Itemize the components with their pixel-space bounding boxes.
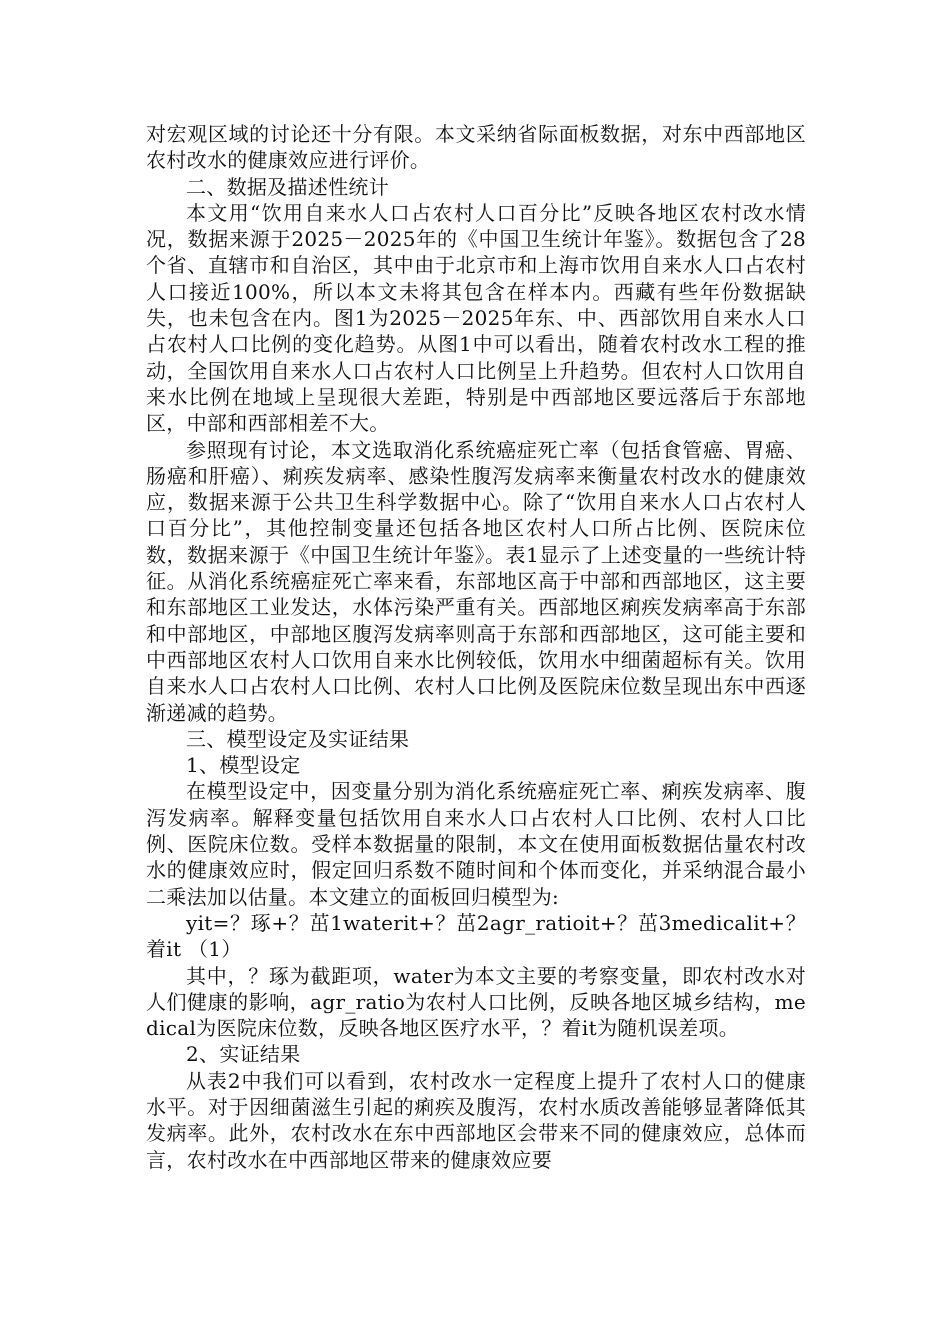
- subheading-results: 2、实证结果: [186, 1042, 301, 1067]
- equation-line: yit=？琢+？茁1waterit+？茁2agr_ratioit+？茁3medicalit+？着it （1）: [146, 910, 806, 962]
- paragraph-equation-terms: 其中，？琢为截距项，water为本文主要的考察变量，即农村改水对人们健康的影响，agr_ratio为农村人口比例，反映各地区城乡结构，medical为医院床位数，反映各地区医疗水平，？着it为随机误差项。: [146, 963, 806, 1041]
- paragraph-data-source: 本文用“饮用自来水人口占农村人口百分比”反映各地区农村改水情况，数据来源于2025－2025年的《中国卫生统计年鉴》。数据包含了28个省、直辖市和自治区，其中由于北京市和上海市饮用自来水人口占农村人口接近100%，所以本文未将其包含在样本内。西藏有些年份数据缺失，也未包含在内。图1为2025－2025年东、中、西部饮用自来水人口占农村人口比例的变化趋势。从图1中可以看出，随着农村改水工程的推动，全国饮用自来水人口占农村人口比例呈上升趋势。但农村人口饮用自来水比例在地域上呈现很大差距，特别是中西部地区要远落后于东部地区，中部和西部相差不大。: [146, 200, 806, 436]
- section-heading-model: 三、模型设定及实证结果: [186, 726, 410, 751]
- paragraph-results: 从表2中我们可以看到，农村改水一定程度上提升了农村人口的健康水平。对于因细菌滋生引起的痢疾及腹泻，农村水质改善能够显著降低其发病率。此外，农村改水在东中西部地区会带来不同的健康效应，总体而言，农村改水在中西部地区带来的健康效应要: [146, 1068, 806, 1172]
- section-heading-data: 二、数据及描述性统计: [186, 174, 389, 199]
- subheading-model-setup: 1、模型设定: [186, 753, 301, 778]
- paragraph-model-description: 在模型设定中，因变量分别为消化系统癌症死亡率、痢疾发病率、腹泻发病率。解释变量包括饮用自来水人口占农村人口比例、农村人口比例、医院床位数。受样本数据量的限制，本文在使用面板数据估量农村改水的健康效应时，假定回归系数不随时间和个体而变化，并采纳混合最小二乘法加以估量。本文建立的面板回归模型为:: [146, 779, 806, 909]
- paragraph-variables: 参照现有讨论，本文选取消化系统癌症死亡率（包括食管癌、胃癌、肠癌和肝癌）、痢疾发病率、感染性腹泻发病率来衡量农村改水的健康效应，数据来源于公共卫生科学数据中心。除了“饮用自来水人口占农村人口百分比”，其他控制变量还包括各地区农村人口所占比例、医院床位数，数据来源于《中国卫生统计年鉴》。表1显示了上述变量的一些统计特征。从消化系统癌症死亡率来看，东部地区高于中部和西部地区，这主要和东部地区工业发达，水体污染严重有关。西部地区痢疾发病率高于东部和中部地区，中部地区腹泻发病率则高于东部和西部地区，这可能主要和中西部地区农村人口饮用自来水比例较低，饮用水中细菌超标有关。饮用自来水人口占农村人口比例、农村人口比例及医院床位数呈现出东中西逐渐递减的趋势。: [146, 437, 806, 725]
- paragraph-intro-continuation: 对宏观区域的讨论还十分有限。本文采纳省际面板数据，对东中西部地区农村改水的健康效应进行评价。: [146, 122, 806, 173]
- body-text: [146, 121, 806, 1173]
